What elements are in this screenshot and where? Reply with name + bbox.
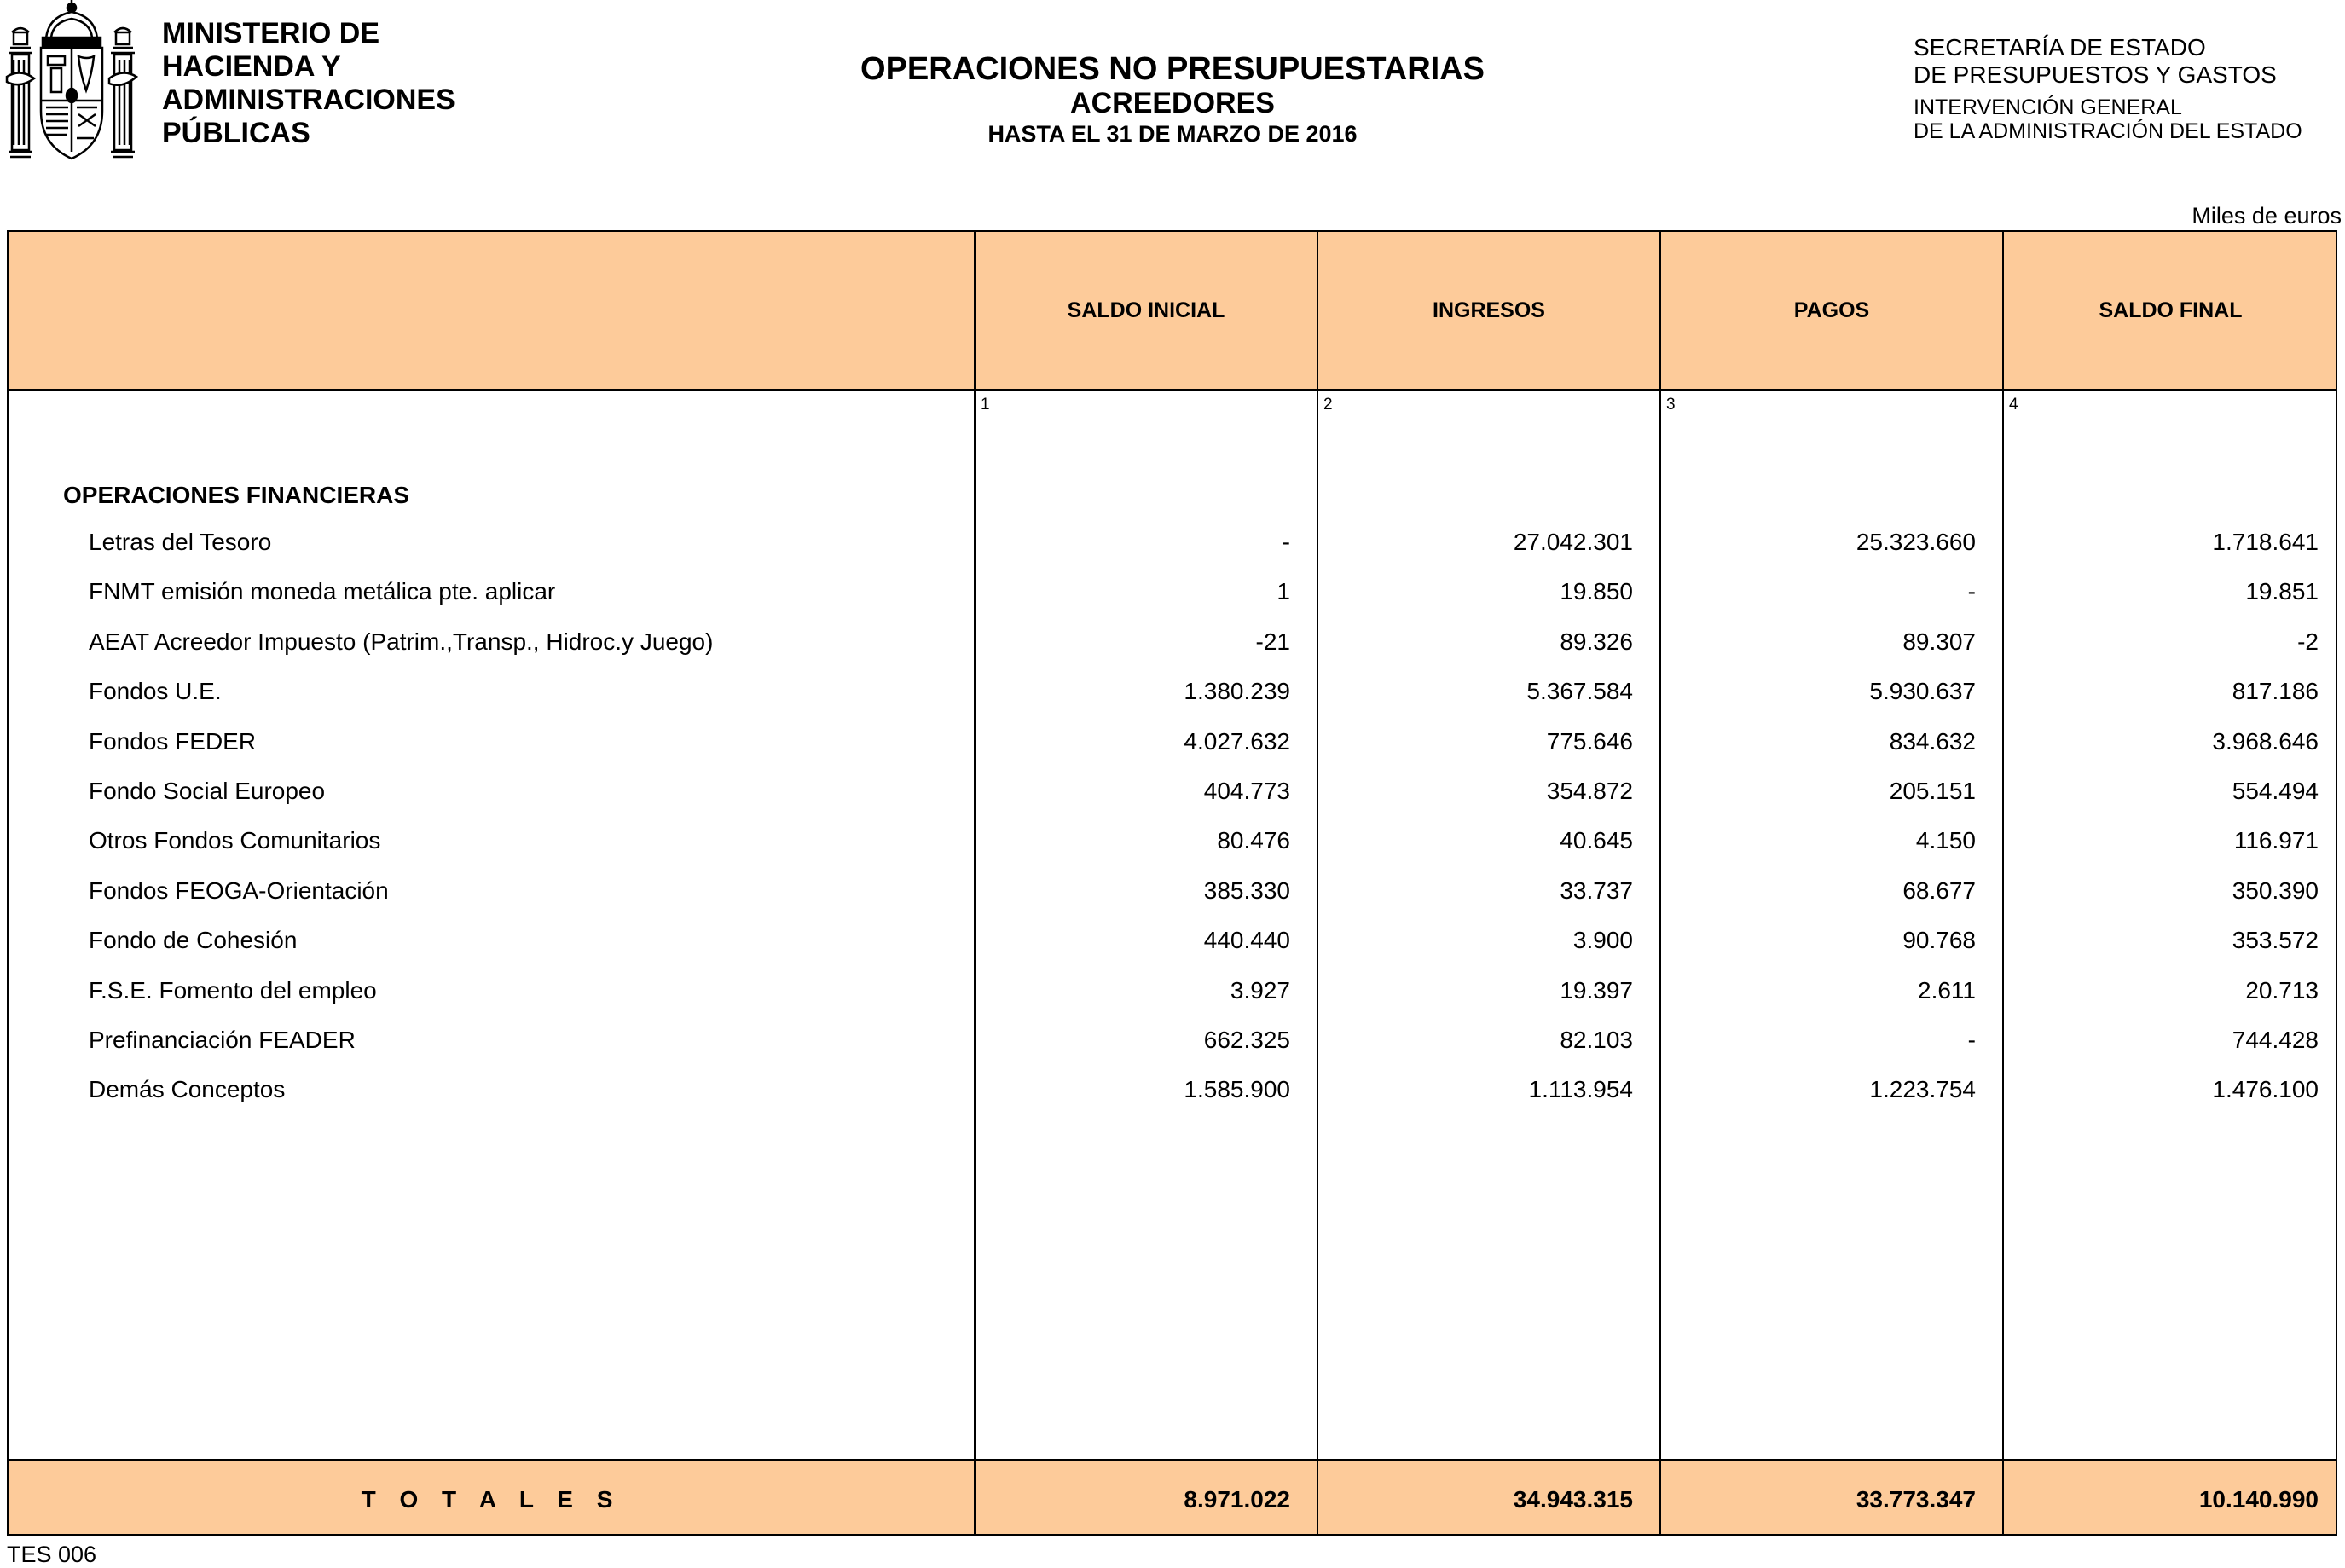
column-header-saldo-inicial: SALDO INICIAL	[1067, 298, 1225, 322]
total-pagos: 33.773.347	[1856, 1486, 1976, 1513]
cell-pagos: 68.677	[1902, 877, 1976, 904]
cell-ingresos: 19.850	[1560, 578, 1633, 605]
row-label: Demás Conceptos	[89, 1076, 286, 1102]
report-subtitle: ACREEDORES	[1070, 87, 1275, 119]
cell-saldo-final: 20.713	[2245, 977, 2319, 1004]
cell-ingresos: 33.737	[1560, 877, 1633, 904]
total-saldo-final: 10.140.990	[2198, 1486, 2319, 1513]
column-number: 3	[1666, 396, 1676, 414]
cell-ingresos: 89.326	[1560, 628, 1633, 655]
cell-saldo-final: 817.186	[2232, 678, 2319, 704]
cell-ingresos: 19.397	[1560, 977, 1633, 1004]
row-label: FNMT emisión moneda metálica pte. aplicar	[89, 578, 556, 605]
intervencion-line: DE LA ADMINISTRACIÓN DEL ESTADO	[1914, 119, 2302, 143]
ministry-line: HACIENDA Y	[162, 50, 341, 83]
row-label: Fondo Social Europeo	[89, 778, 326, 804]
cell-saldo-inicial: 662.325	[1203, 1027, 1290, 1053]
cell-ingresos: 40.645	[1560, 827, 1633, 853]
row-label: Letras del Tesoro	[89, 529, 272, 555]
cell-saldo-inicial: 4.027.632	[1184, 728, 1290, 755]
row-label: Fondos FEOGA-Orientación	[89, 877, 389, 904]
cell-saldo-final: 554.494	[2232, 778, 2319, 804]
cell-pagos: 89.307	[1902, 628, 1976, 655]
cell-saldo-inicial: -21	[1255, 628, 1290, 655]
row-label: Otros Fondos Comunitarios	[89, 827, 381, 853]
cell-saldo-inicial: 404.773	[1203, 778, 1290, 804]
cell-saldo-inicial: 1	[1277, 578, 1290, 605]
cell-pagos: 4.150	[1915, 827, 1976, 853]
cell-saldo-inicial: 80.476	[1217, 827, 1290, 853]
cell-pagos: -	[1967, 1027, 1976, 1053]
cell-saldo-final: 744.428	[2232, 1027, 2319, 1053]
table-row	[9, 578, 2336, 612]
report-title: OPERACIONES NO PRESUPUESTARIAS	[860, 51, 1485, 87]
table-row	[9, 977, 2336, 1011]
column-number: 2	[1323, 396, 1333, 414]
table-row	[9, 678, 2336, 712]
data-table	[7, 230, 2337, 1536]
cell-saldo-final: 1.476.100	[2212, 1076, 2319, 1102]
cell-saldo-final: 3.968.646	[2212, 728, 2319, 755]
table-row	[9, 778, 2336, 812]
cell-pagos: -	[1967, 578, 1976, 605]
row-label: Fondos FEDER	[89, 728, 257, 755]
table-row	[9, 927, 2336, 961]
cell-saldo-final: 19.851	[2245, 578, 2319, 605]
total-ingresos: 34.943.315	[1513, 1486, 1633, 1513]
cell-saldo-final: 353.572	[2232, 927, 2319, 953]
cell-ingresos: 775.646	[1546, 728, 1633, 755]
table-row	[9, 1027, 2336, 1061]
secretaria-block	[1914, 34, 2277, 89]
ministry-line: MINISTERIO DE	[162, 17, 380, 49]
cell-saldo-inicial: -	[1282, 529, 1290, 555]
units-label: Miles de euros	[2192, 203, 2342, 229]
section-title: OPERACIONES FINANCIERAS	[63, 482, 410, 508]
coat-of-arms-logo	[3, 0, 140, 164]
report-date: HASTA EL 31 DE MARZO DE 2016	[987, 121, 1358, 147]
cell-saldo-inicial: 1.380.239	[1184, 678, 1290, 704]
cell-ingresos: 5.367.584	[1526, 678, 1633, 704]
row-label: Fondos U.E.	[89, 678, 222, 704]
cell-ingresos: 27.042.301	[1513, 529, 1633, 555]
ministry-line: PÚBLICAS	[162, 117, 310, 149]
footer-code: TES 006	[7, 1542, 97, 1567]
cell-saldo-final: -2	[2297, 628, 2319, 655]
row-label: F.S.E. Fomento del empleo	[89, 977, 377, 1004]
cell-pagos: 90.768	[1902, 927, 1976, 953]
total-saldo-inicial: 8.971.022	[1184, 1486, 1290, 1513]
cell-pagos: 5.930.637	[1869, 678, 1976, 704]
column-header-saldo-final: SALDO FINAL	[2099, 298, 2243, 322]
column-number: 1	[981, 396, 990, 414]
cell-saldo-final: 1.718.641	[2212, 529, 2319, 555]
intervencion-block	[1914, 95, 2302, 143]
table-row	[9, 1076, 2336, 1110]
ministry-name	[162, 17, 455, 150]
cell-pagos: 25.323.660	[1856, 529, 1976, 555]
cell-saldo-final: 350.390	[2232, 877, 2319, 904]
column-header-ingresos: INGRESOS	[1433, 298, 1545, 322]
cell-saldo-inicial: 385.330	[1203, 877, 1290, 904]
cell-saldo-inicial: 440.440	[1203, 927, 1290, 953]
cell-ingresos: 1.113.954	[1528, 1076, 1633, 1102]
column-number: 4	[2009, 396, 2018, 414]
cell-pagos: 2.611	[1918, 977, 1976, 1004]
column-header-pagos: PAGOS	[1793, 298, 1870, 322]
cell-ingresos: 82.103	[1560, 1027, 1633, 1053]
cell-saldo-inicial: 1.585.900	[1184, 1076, 1290, 1102]
table-row	[9, 877, 2336, 911]
row-label: AEAT Acreedor Impuesto (Patrim.,Transp., Hidroc.y Juego)	[89, 628, 714, 655]
table-row	[9, 628, 2336, 662]
cell-saldo-inicial: 3.927	[1230, 977, 1290, 1004]
secretaria-line: DE PRESUPUESTOS Y GASTOS	[1914, 61, 2277, 88]
secretaria-line: SECRETARÍA DE ESTADO	[1914, 34, 2206, 61]
intervencion-line: INTERVENCIÓN GENERAL	[1914, 95, 2182, 119]
cell-saldo-final: 116.971	[2233, 827, 2319, 853]
table-row	[9, 827, 2336, 861]
totals-label: T O T A L E S	[361, 1486, 622, 1513]
cell-ingresos: 354.872	[1546, 778, 1633, 804]
cell-pagos: 834.632	[1889, 728, 1976, 755]
row-label: Prefinanciación FEADER	[89, 1027, 356, 1053]
cell-pagos: 1.223.754	[1869, 1076, 1976, 1102]
table-row	[9, 529, 2336, 563]
ministry-line: ADMINISTRACIONES	[162, 84, 455, 116]
cell-ingresos: 3.900	[1572, 927, 1633, 953]
row-label: Fondo de Cohesión	[89, 927, 298, 953]
cell-pagos: 205.151	[1889, 778, 1976, 804]
table-row	[9, 728, 2336, 762]
